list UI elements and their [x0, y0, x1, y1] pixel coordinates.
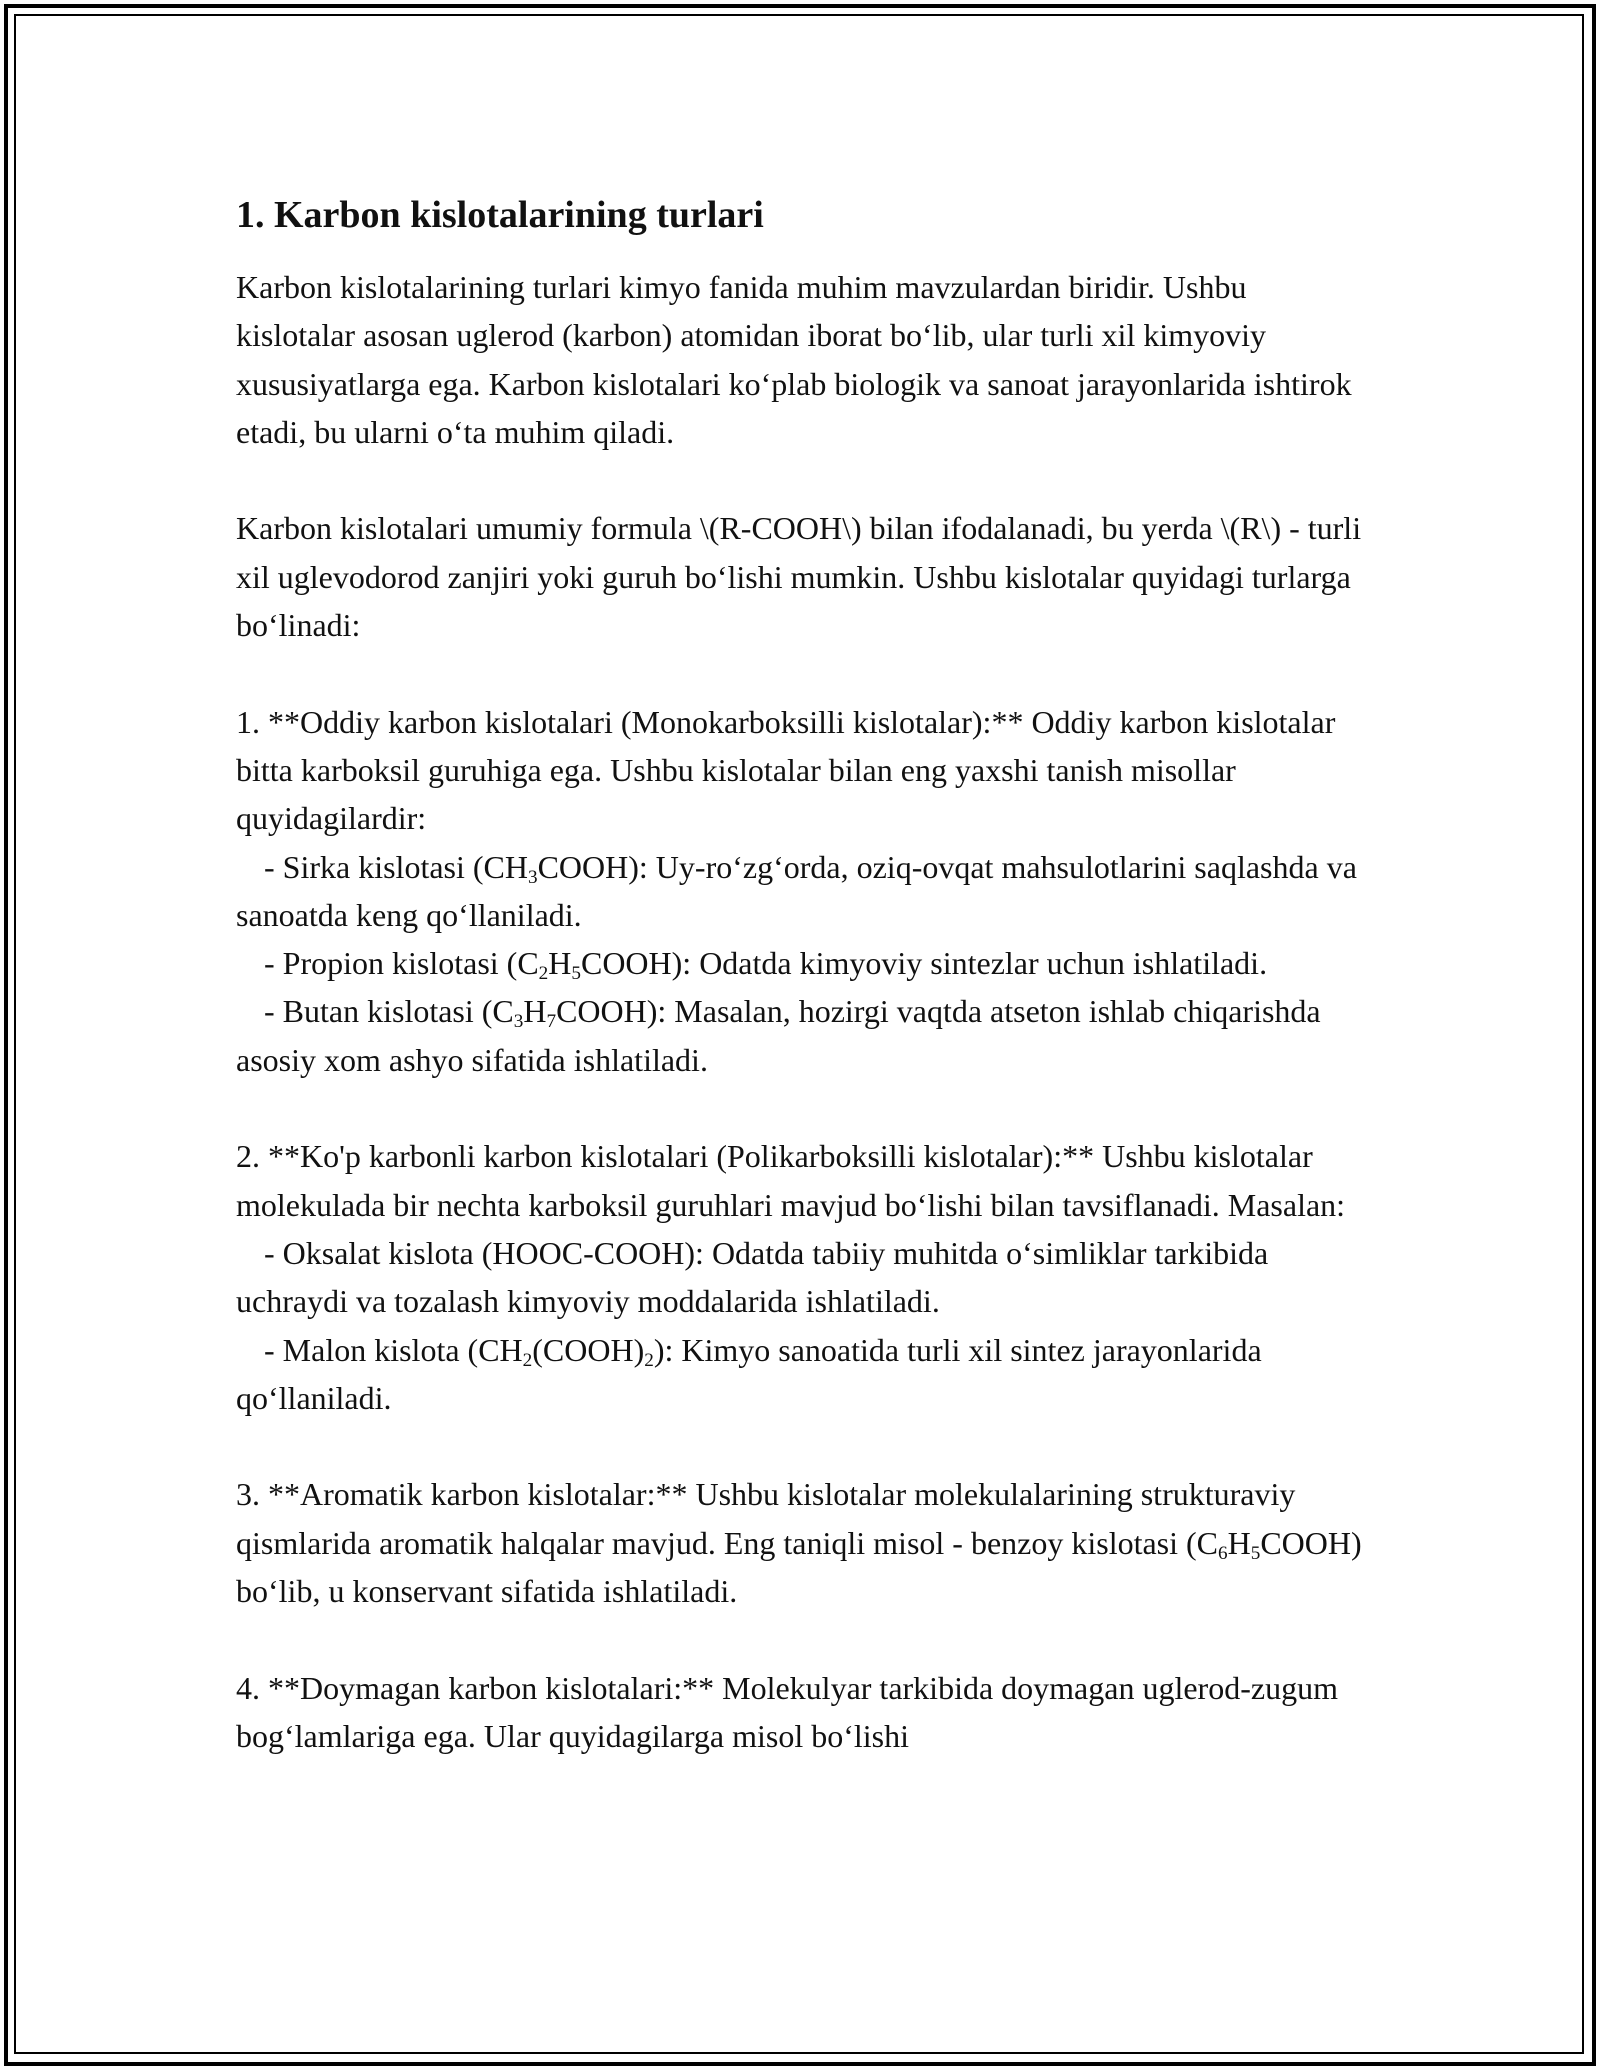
type1-example-propionic: - Propion kislotasi $(C_2H_5COOH)$: Odatda kimyoviy sintezlar uchun ishlatiladi. [264, 945, 1268, 984]
paragraph-gap [236, 1422, 1366, 1470]
paragraph-gap [236, 456, 1366, 504]
paragraph-gap [236, 1084, 1366, 1132]
intro-paragraph: Karbon kislotalarining turlari kimyo fanida muhim mavzulardan biridir. Ushbu kislotalar asosan uglerod (karbon) atomidan iborat bo‘lib, ular turli xil kimyoviy xususiyatlarga ega. Karbon kislotalari ko‘plab biologik va sanoat jarayonlarida ishtirok etadi, bu ularni o‘ta muhim qiladi. [236, 269, 1352, 450]
formula-paragraph: Karbon kislotalari umumiy formula \(R-COOH\) bilan ifodalanadi, bu yerda \(R\) - turli xil uglevodorod zanjiri yoki guruh bo‘lishi mumkin. Ushbu kislotalar quyidagi turlarga bo‘linadi: [236, 510, 1362, 644]
type1-example-acetic: - Sirka kislotasi $(CH_3COOH)$: Uy-ro‘zg‘orda, oziq-ovqat mahsulotlarini saqlashda va sanoatda keng qo‘llaniladi. [236, 848, 1357, 933]
type3-paragraph: 3. **Aromatik karbon kislotalar:** Ushbu kislotalar molekulalarining strukturaviy qismlarida aromatik halqalar mavjud. Eng taniqli misol - benzoy kislotasi $(C_6H_5COOH)$ bo‘lib, u konservant sifatida ishlatiladi. [236, 1476, 1362, 1610]
type1-intro: 1. **Oddiy karbon kislotalari (Monokarboksilli kislotalar):** Oddiy karbon kislotalar bitta karboksil guruhiga ega. Ushbu kislotalar bilan eng yaxshi tanish misollar quyidagilardir: [236, 703, 1336, 837]
paragraph-gap [236, 1615, 1366, 1663]
document-body [236, 185, 1366, 1760]
type2-example-malonic: - Malon kislota $(CH_2(COOH)_2)$: Kimyo sanoatida turli xil sintez jarayonlarida qo‘llaniladi. [236, 1331, 1262, 1416]
type1-example-butanoic: - Butan kislotasi $(C_3H_7COOH)$: Masalan, hozirgi vaqtda atseton ishlab chiqarishda asosiy xom ashyo sifatida ishlatiladi. [236, 993, 1321, 1078]
section-heading: 1. Karbon kislotalarining turlari [236, 194, 764, 236]
paragraph-gap [236, 649, 1366, 697]
type2-intro: 2. **Ko'p karbonli karbon kislotalari (Polikarboksilli kislotalar):** Ushbu kislotalar molekulada bir nechta karboksil guruhlari mavjud bo‘lishi bilan tavsiflanadi. Masalan: [236, 1138, 1346, 1223]
type2-example-oxalic: - Oksalat kislota (HOOC-COOH): Odatda tabiiy muhitda o‘simliklar tarkibida uchraydi va tozalash kimyoviy moddalarida ishlatiladi. [236, 1234, 1269, 1320]
type4-paragraph: 4. **Doymagan karbon kislotalari:** Molekulyar tarkibida doymagan uglerod-zugum bog‘lamlariga ega. Ular quyidagilarga misol bo‘lishi [236, 1669, 1338, 1754]
